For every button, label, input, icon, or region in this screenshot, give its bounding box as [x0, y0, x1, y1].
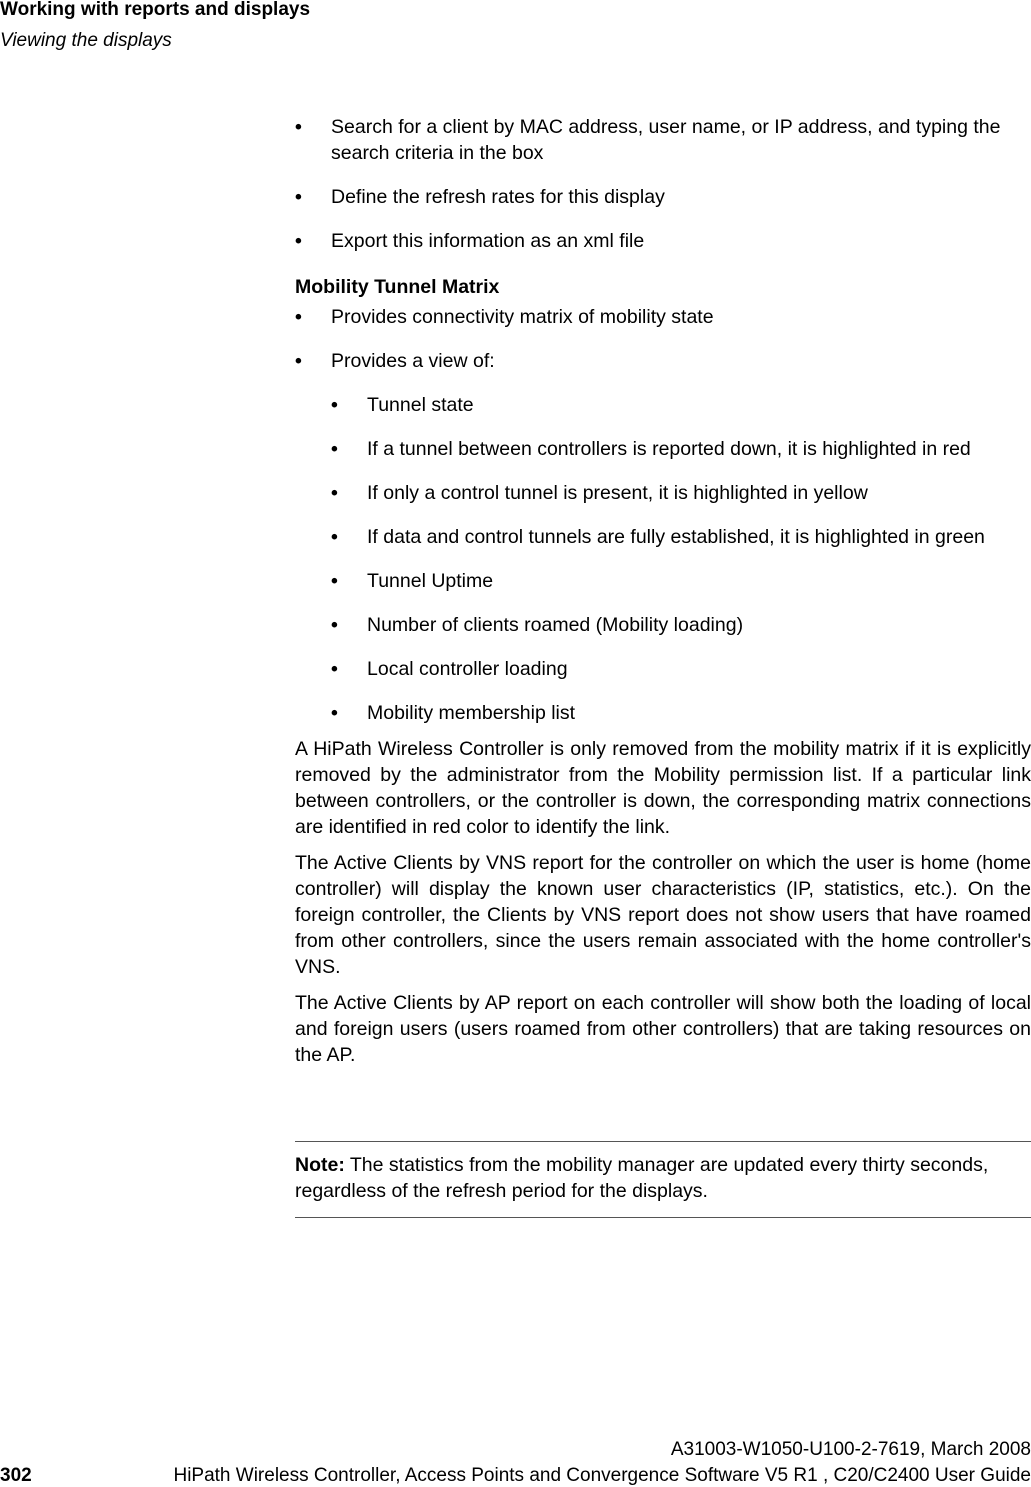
- list-item-text: Mobility membership list: [367, 702, 576, 724]
- bullet: •: [331, 394, 338, 416]
- paragraph: The Active Clients by VNS report for the controller on which the user is home (home controller) will display the known user characteristics (IP, statistics, etc.). On the foreign controller, the Clients by VNS report does not show users that have roamed from other controllers, since the users remain associated with the home controller's VNS.: [295, 852, 1031, 978]
- sub-list-item: [331, 568, 1031, 594]
- bullet: •: [331, 614, 338, 636]
- section-heading: Mobility Tunnel Matrix: [295, 276, 500, 298]
- list-item-text: Define the refresh rates for this display: [331, 186, 665, 208]
- bullet: •: [331, 482, 338, 504]
- footer-page-number: 302: [0, 1465, 32, 1486]
- bullet: •: [331, 570, 338, 592]
- sub-list-item: [331, 656, 1031, 682]
- list-item: [295, 304, 1031, 330]
- list-item-text: Provides connectivity matrix of mobility state: [331, 306, 714, 328]
- list-item-text: Provides a view of:: [331, 350, 495, 372]
- sub-list-item: [331, 612, 1031, 638]
- list-item-text: Tunnel Uptime: [367, 570, 494, 592]
- bullet: •: [295, 230, 302, 252]
- bullet: •: [331, 438, 338, 460]
- list-item-text: Local controller loading: [367, 658, 568, 680]
- paragraph: A HiPath Wireless Controller is only removed from the mobility matrix if it is explicitly removed by the administrator from the Mobility permission list. If a particular link between controllers, or the controller is down, the corresponding matrix connections are identified in red color to identify the link.: [295, 738, 1031, 838]
- bullet: •: [295, 116, 302, 138]
- list-item-text: If data and control tunnels are fully established, it is highlighted in green: [367, 526, 985, 548]
- bullet: •: [295, 186, 302, 208]
- list-item-text: Tunnel state: [367, 394, 474, 416]
- list-item: [295, 184, 1031, 210]
- bullet: •: [331, 702, 338, 724]
- note-label: Note:: [295, 1154, 345, 1176]
- sub-list-item: [331, 480, 1031, 506]
- bullet: •: [295, 306, 302, 328]
- main-content: [295, 114, 1031, 1078]
- sub-list-item: [331, 700, 1031, 726]
- bullet: •: [331, 658, 338, 680]
- list-item-text: Search for a client by MAC address, user name, or IP address, and typing the search criteria in the box: [331, 116, 1001, 164]
- running-header-title: Working with reports and displays: [0, 0, 311, 20]
- footer-doc-title: HiPath Wireless Controller, Access Points and Convergence Software V5 R1 , C20/C2400 User Guide: [173, 1465, 1031, 1486]
- list-item-text: If only a control tunnel is present, it is highlighted in yellow: [367, 482, 868, 504]
- footer-doc-id: A31003-W1050-U100-2-7619, March 2008: [670, 1439, 1031, 1460]
- list-item-text: Number of clients roamed (Mobility loading): [367, 614, 744, 636]
- running-header-subtitle: Viewing the displays: [0, 30, 172, 51]
- bullet: •: [295, 350, 302, 372]
- note-text: The statistics from the mobility manager are updated every thirty seconds, regardless of the refresh period for the displays.: [295, 1154, 989, 1202]
- sub-list-item: [331, 392, 1031, 418]
- list-item-text: Export this information as an xml file: [331, 230, 645, 252]
- sub-list-item: [331, 524, 1031, 550]
- bullet: •: [331, 526, 338, 548]
- list-item: [295, 348, 1031, 374]
- list-item-text: If a tunnel between controllers is reported down, it is highlighted in red: [367, 438, 971, 460]
- list-item: [295, 228, 1031, 254]
- note-box: [295, 1141, 1031, 1218]
- sub-list-item: [331, 436, 1031, 462]
- paragraph: The Active Clients by AP report on each controller will show both the loading of local and foreign users (users roamed from other controllers) that are taking resources on the AP.: [295, 992, 1031, 1066]
- list-item: [295, 114, 1031, 166]
